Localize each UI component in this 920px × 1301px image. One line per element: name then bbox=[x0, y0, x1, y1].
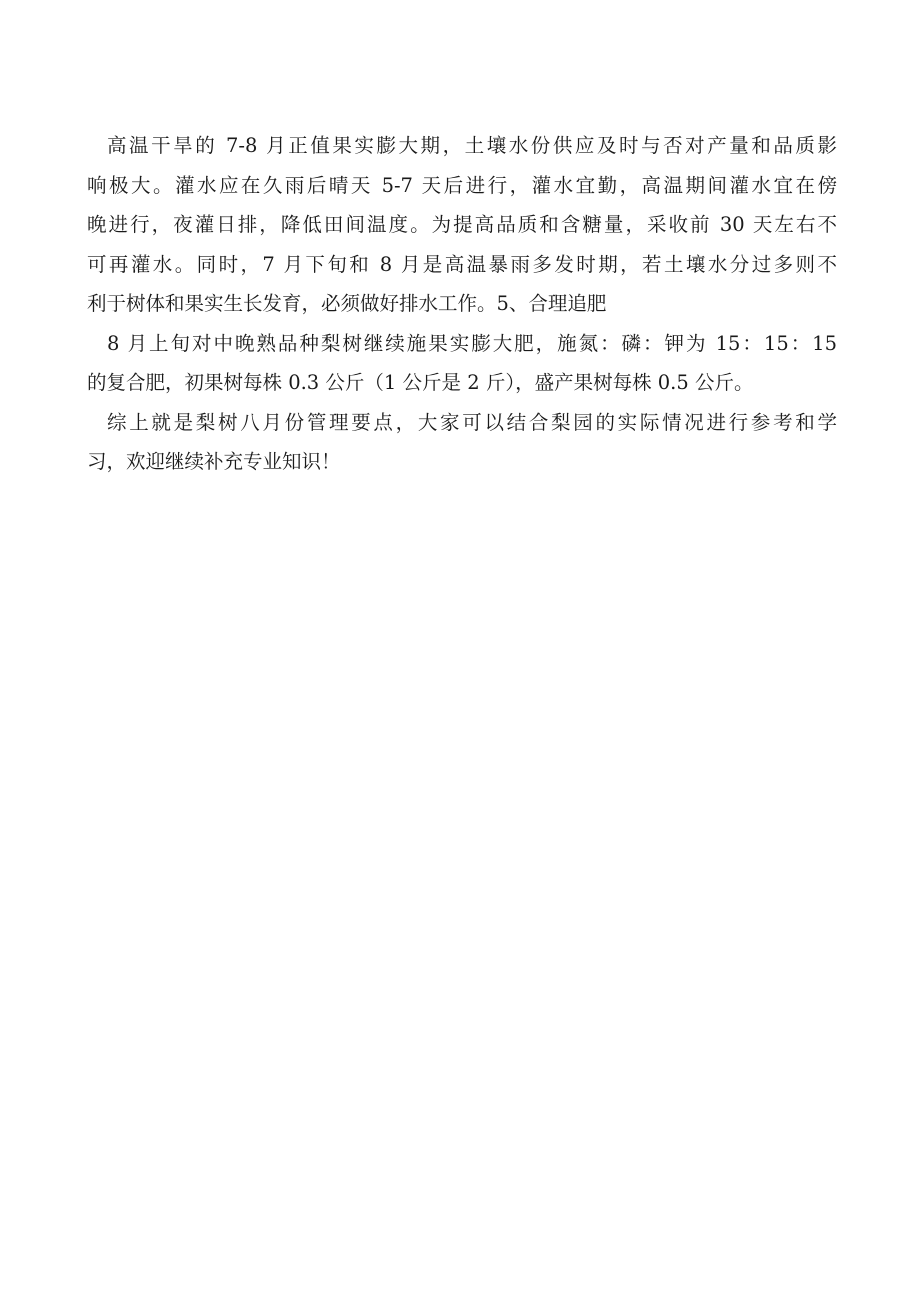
text-line: 高温干旱的 7-8 月正值果实膨大期，土壤水份供应及时与否对产量和品质影 bbox=[107, 134, 837, 157]
text-line: 8 月上旬对中晚熟品种梨树继续施果实膨大肥，施氮：磷：钾为 15：15：15 bbox=[107, 331, 837, 355]
text-line: 综上就是梨树八月份管理要点，大家可以结合梨园的实际情况进行参考和学 bbox=[107, 410, 837, 434]
text-line: 的复合肥，初果树每株 0.3 公斤（1 公斤是 2 斤），盛产果树每株 0.5 公斤。 bbox=[87, 371, 754, 394]
text-line: 响极大。灌水应在久雨后晴天 5-7 天后进行，灌水宜勤，高温期间灌水宜在傍 bbox=[87, 173, 837, 197]
paragraph-fertilizer bbox=[87, 324, 837, 403]
text-line: 可再灌水。同时，7 月下旬和 8 月是高温暴雨多发时期，若土壤水分过多则不 bbox=[87, 252, 837, 276]
text-line: 晚进行，夜灌日排，降低田间温度。为提高品质和含糖量，采收前 30 天左右不 bbox=[87, 213, 837, 236]
document-body bbox=[87, 126, 837, 482]
paragraph-irrigation bbox=[87, 126, 837, 324]
text-line: 习，欢迎继续补充专业知识！ bbox=[87, 450, 341, 473]
text-line: 利于树体和果实生长发育，必须做好排水工作。5、合理追肥 bbox=[87, 292, 607, 315]
paragraph-summary bbox=[87, 403, 837, 482]
